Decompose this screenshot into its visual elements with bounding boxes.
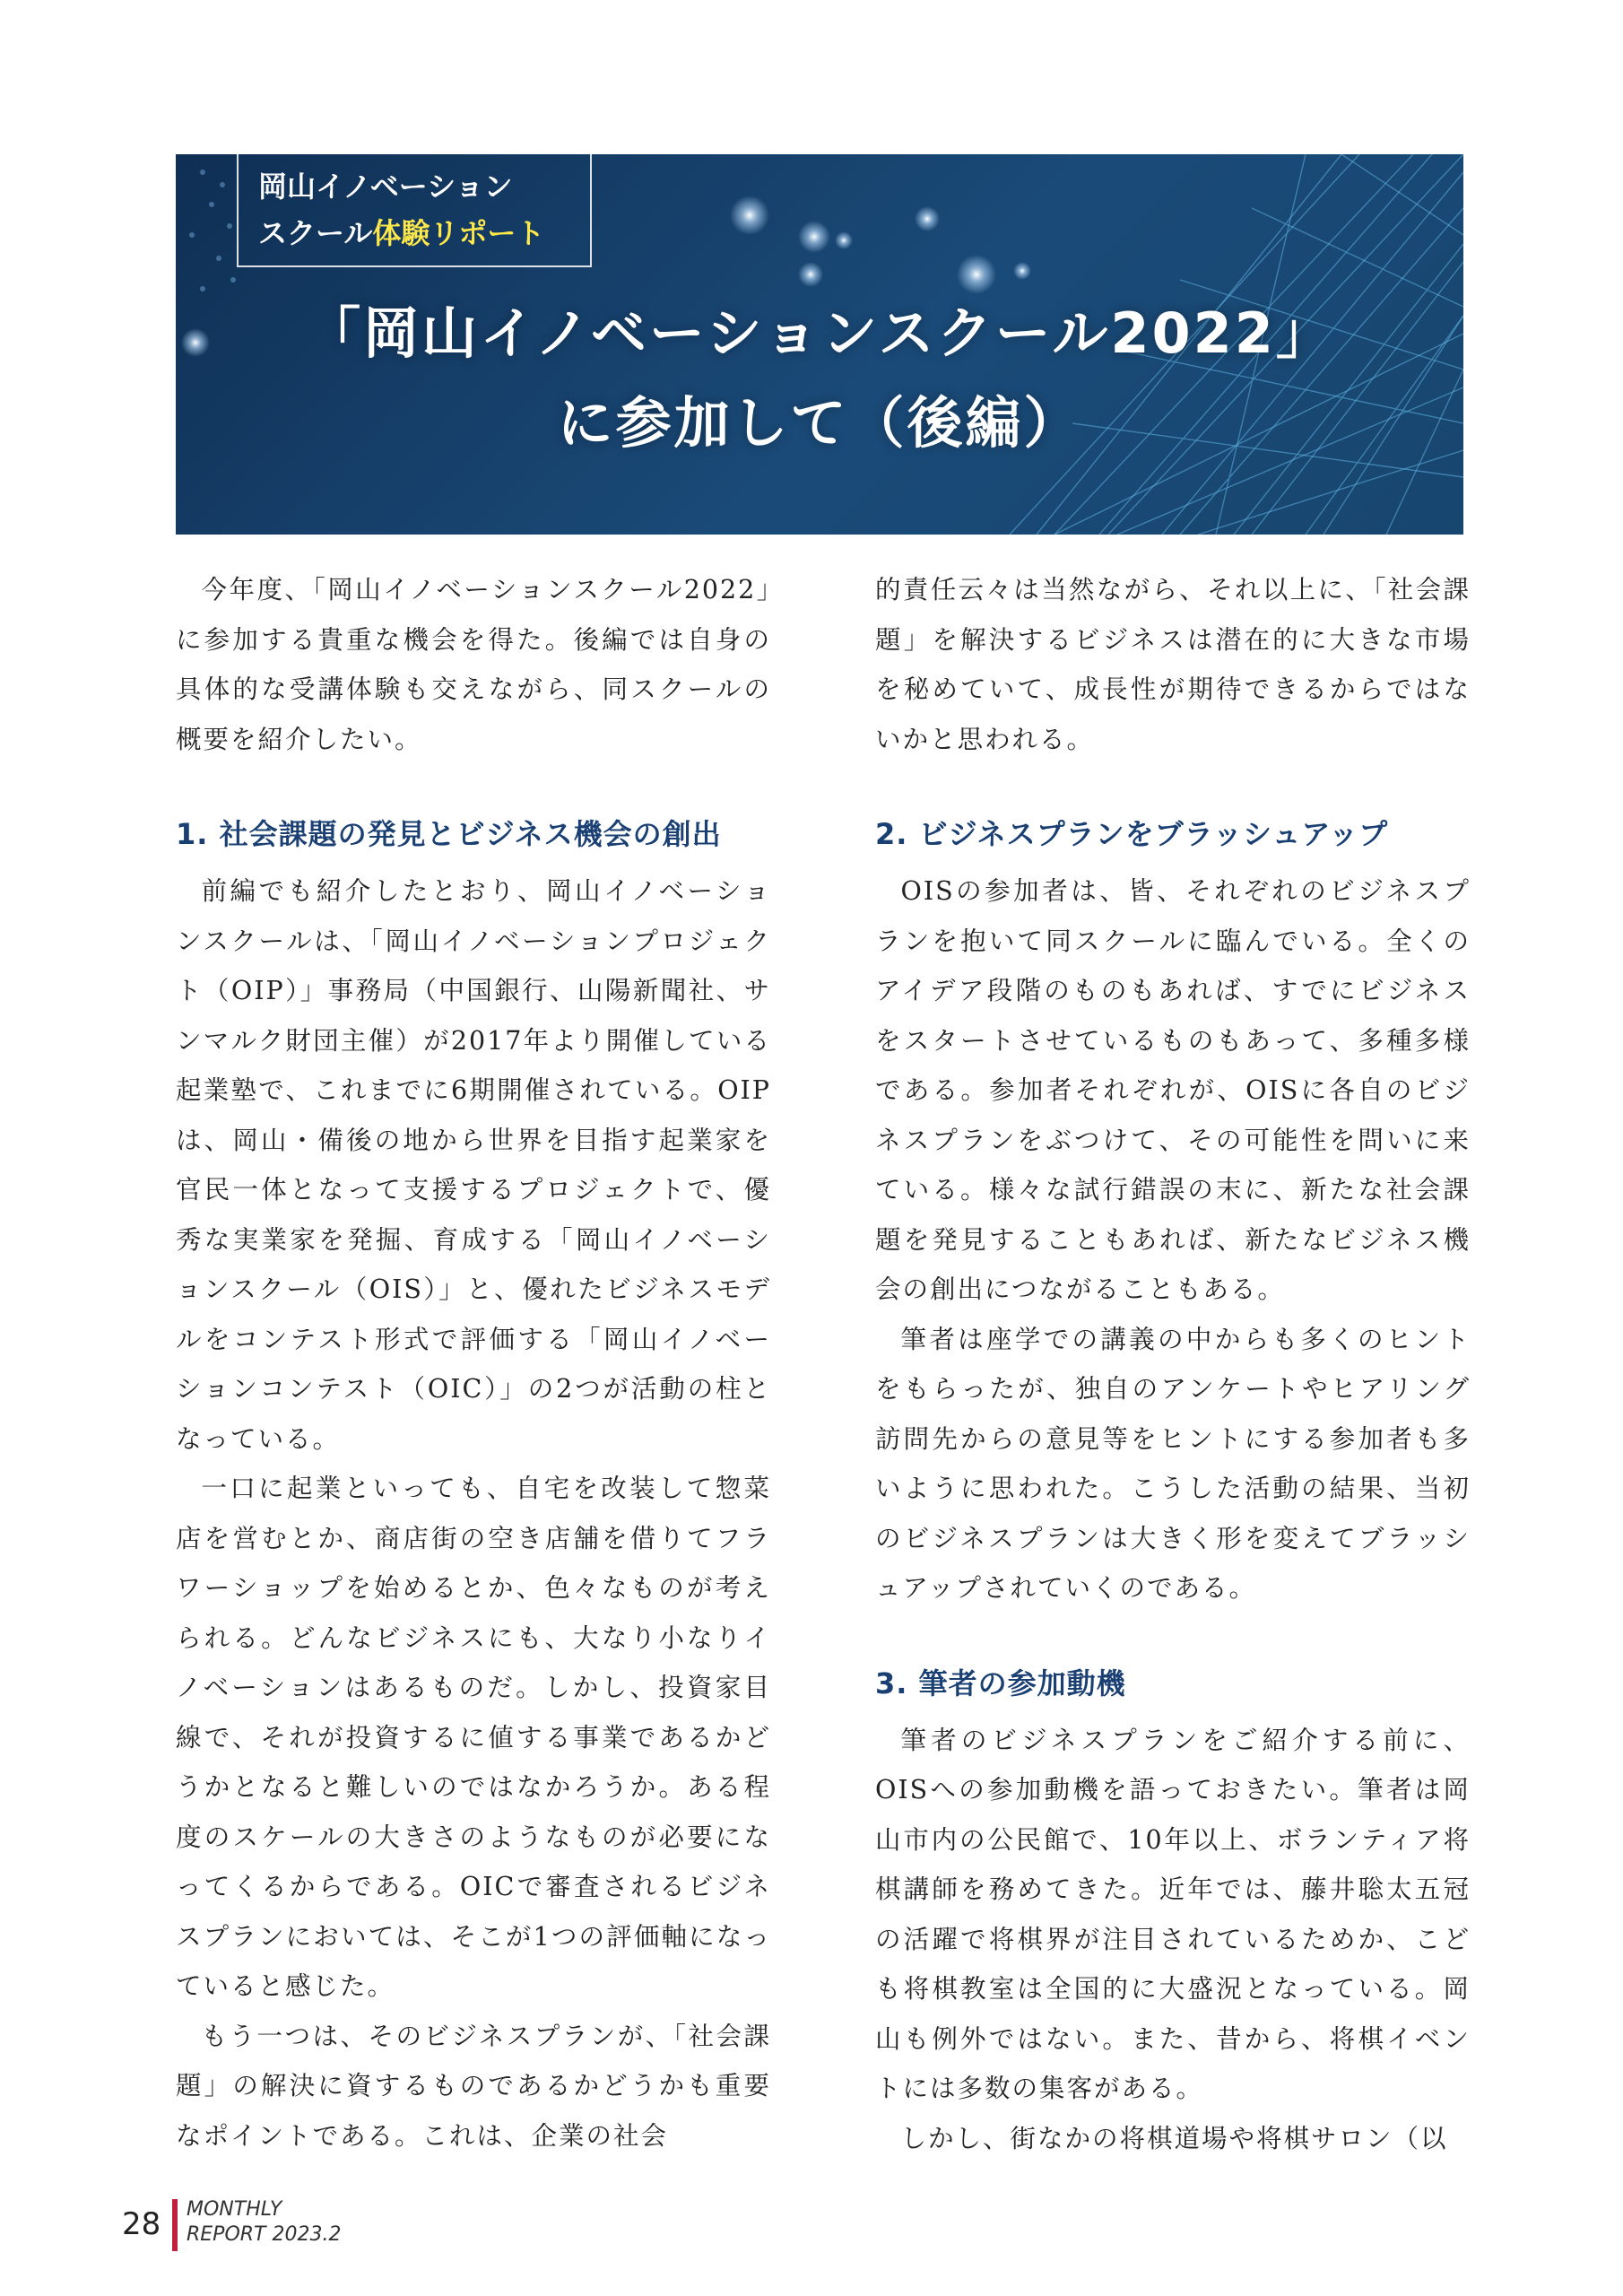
magazine-name-line1: MONTHLY: [187, 2198, 282, 2221]
section3-paragraph-2: しかし、街なかの将棋道場や将棋サロン（以: [900, 2123, 1448, 2153]
series-label-box: [237, 154, 592, 267]
section2-paragraph-1: OISの参加者は、皆、それぞれのビジネスプランを抱いて同スクールに臨んでいる。全くのアイデア段階のものもあれば、すでにビジネスをスタートさせているものもあって、多種多様である。参加者それぞれが、OISに各自のビジネスプランをぶつけて、その可能性を問いに来ている。様々な試行錯誤の末に、新たな社会課題を発見することもあれば、新たなビジネス機会の創出につながることもある。: [875, 876, 1471, 1304]
article-title: [176, 289, 1463, 468]
right-column: [875, 565, 1471, 2163]
magazine-name-line2: REPORT 2023.2: [187, 2223, 342, 2246]
series-label-report: 体験リポート: [372, 216, 545, 250]
magazine-name: [187, 2197, 420, 2248]
section3-paragraph-1: 筆者のビジネスプランをご紹介する前に、OISへの参加動機を語っておきたい。筆者は岡山市内の公民館で、10年以上、ボランティア将棋講師を務めてきた。近年では、藤井聡太五冠の活躍で将棋界が注目されているためか、こども将棋教室は全国的に大盛況となっている。岡山も例外ではない。また、昔から、将棋イベントには多数の集客がある。: [875, 1725, 1471, 2103]
section1-paragraph-3: もう一つは、そのビジネスプランが、「社会課題」の解決に資するものであるかどうかも重要なポイントである。これは、企業の社会: [176, 2021, 771, 2151]
intro-paragraph: 今年度、「岡山イノベーションスクール2022」に参加する貴重な機会を得た。後編では自身の具体的な受講体験も交えながら、同スクールの概要を紹介したい。: [176, 575, 771, 754]
section-heading-3: 3. 筆者の参加動機: [875, 1665, 1126, 1700]
section2-paragraph-2: 筆者は座学での講義の中からも多くのヒントをもらったが、独自のアンケートやヒアリング訪問先からの意見等をヒントにする参加者も多いように思われた。こうした活動の結果、当初のビジネスプランは大きく形を変えてブラッシュアップされていくのである。: [875, 1324, 1471, 1603]
article-title-line2: に参加して（後編）: [557, 390, 1082, 456]
footer-accent-bar: [172, 2199, 178, 2251]
page-number: 28: [122, 2206, 161, 2242]
series-label-line1: 岡山イノベーション: [258, 170, 513, 204]
series-label-line2: [258, 210, 590, 257]
header-banner: [176, 154, 1463, 535]
section-heading-2: 2. ビジネスプランをブラッシュアップ: [875, 817, 1389, 851]
section1-paragraph-2: 一口に起業といっても、自宅を改装して惣菜店を営むとか、商店街の空き店舗を借りてフラワーショップを始めるとか、色々なものが考えられる。どんなビジネスにも、大なり小なりイノベーションはあるものだ。しかし、投資家目線で、それが投資するに値する事業であるかどうかとなると難しいのではなかろうか。ある程度のスケールの大きさのようなものが必要になってくるからである。OICで審査されるビジネスプランにおいては、そこが1つの評価軸になっていると感じた。: [176, 1474, 771, 2001]
section-heading-1: 1. 社会課題の発見とビジネス機会の創出: [176, 817, 722, 851]
continued-paragraph: 的責任云々は当然ながら、それ以上に、「社会課題」を解決するビジネスは潜在的に大きな市場を秘めていて、成長性が期待できるからではないかと思われる。: [875, 575, 1471, 754]
series-label-school: スクール: [258, 216, 373, 250]
left-column: [176, 565, 771, 2161]
section1-paragraph-1: 前編でも紹介したとおり、岡山イノベーションスクールは、「岡山イノベーションプロジェクト（OIP）」事務局（中国銀行、山陽新聞社、サンマルク財団主催）が2017年より開催している起業塾で、これまでに6期開催されている。OIPは、岡山・備後の地から世界を目指す起業家を官民一体となって支援するプロジェクトで、優秀な実業家を発掘、育成する「岡山イノベーションスクール（OIS）」と、優れたビジネスモデルをコンテスト形式で評価する「岡山イノベーションコンテスト（OIC）」の2つが活動の柱となっている。: [176, 876, 771, 1454]
article-title-line1: 「岡山イノベーションスクール2022」: [305, 300, 1334, 366]
